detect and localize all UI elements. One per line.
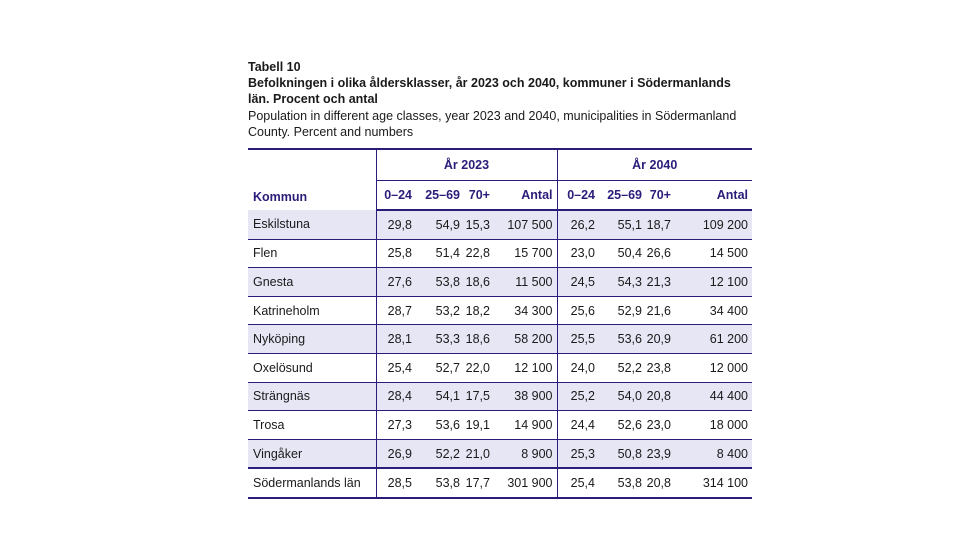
header-group-2023: År 2023: [376, 149, 557, 181]
table-row: [248, 325, 752, 354]
table-cell: 25,2: [557, 382, 599, 411]
header-col: 25–69: [416, 181, 464, 211]
table-title-swedish: Befolkningen i olika åldersklasser, år 2023 och 2040, kommuner i Södermanlands län. Procent och antal: [248, 76, 731, 106]
table-cell: 18 000: [675, 411, 752, 440]
table-cell: 54,3: [599, 268, 646, 297]
table-cell: 8 400: [675, 439, 752, 468]
table-cell: 27,6: [376, 268, 416, 297]
kommun-name: Oxelösund: [248, 353, 376, 382]
table-cell: 109 200: [675, 210, 752, 239]
table-cell: 25,6: [557, 296, 599, 325]
header-col: 0–24: [376, 181, 416, 211]
table-cell: 25,4: [376, 353, 416, 382]
table-cell: 52,2: [599, 353, 646, 382]
table-cell: 53,6: [416, 411, 464, 440]
table-cell: 21,6: [646, 296, 675, 325]
table-cell: 26,6: [646, 239, 675, 268]
table-cell: 51,4: [416, 239, 464, 268]
table-cell: 44 400: [675, 382, 752, 411]
table-cell: 54,9: [416, 210, 464, 239]
table-cell: 18,6: [464, 268, 494, 297]
table-row: [248, 411, 752, 440]
table-cell: 28,5: [376, 468, 416, 498]
header-col: 70+: [646, 181, 675, 211]
header-kommun: Kommun: [248, 149, 376, 210]
kommun-name: Södermanlands län: [248, 468, 376, 498]
kommun-name: Katrineholm: [248, 296, 376, 325]
table-cell: 24,4: [557, 411, 599, 440]
header-col: Antal: [675, 181, 752, 211]
table-cell: 20,9: [646, 325, 675, 354]
table-cell: 23,0: [646, 411, 675, 440]
table-cell: 24,5: [557, 268, 599, 297]
table-cell: 54,1: [416, 382, 464, 411]
population-table: [248, 148, 752, 499]
table-row: [248, 239, 752, 268]
table-cell: 12 100: [675, 268, 752, 297]
table-cell: 23,8: [646, 353, 675, 382]
total-row: [248, 468, 752, 498]
table-cell: 8 900: [494, 439, 557, 468]
table-cell: 314 100: [675, 468, 752, 498]
table-cell: 52,9: [599, 296, 646, 325]
table-row: [248, 382, 752, 411]
table-cell: 107 500: [494, 210, 557, 239]
table-cell: 28,7: [376, 296, 416, 325]
table-cell: 50,4: [599, 239, 646, 268]
table-cell: 21,0: [464, 439, 494, 468]
table-cell: 26,9: [376, 439, 416, 468]
table-cell: 61 200: [675, 325, 752, 354]
table-row: [248, 353, 752, 382]
header-col: 0–24: [557, 181, 599, 211]
table-cell: 15 700: [494, 239, 557, 268]
table-cell: 54,0: [599, 382, 646, 411]
header-row-groups: [248, 149, 752, 181]
table-cell: 50,8: [599, 439, 646, 468]
table-cell: 22,8: [464, 239, 494, 268]
table-cell: 53,8: [599, 468, 646, 498]
table-cell: 17,7: [464, 468, 494, 498]
table-cell: 12 000: [675, 353, 752, 382]
table-cell: 28,4: [376, 382, 416, 411]
table-cell: 14 500: [675, 239, 752, 268]
table-row: [248, 439, 752, 468]
kommun-name: Nyköping: [248, 325, 376, 354]
table-title-english: Population in different age classes, year 2023 and 2040, municipalities in Södermanland County. Percent and numbers: [248, 109, 737, 139]
table-row: [248, 296, 752, 325]
table-cell: 20,8: [646, 468, 675, 498]
table-cell: 24,0: [557, 353, 599, 382]
table-cell: 25,8: [376, 239, 416, 268]
table-cell: 19,1: [464, 411, 494, 440]
table-cell: 53,3: [416, 325, 464, 354]
table-cell: 52,7: [416, 353, 464, 382]
header-col: 25–69: [599, 181, 646, 211]
table-cell: 52,2: [416, 439, 464, 468]
table-cell: 25,4: [557, 468, 599, 498]
table-cell: 53,2: [416, 296, 464, 325]
table-number: Tabell 10: [248, 60, 301, 74]
table-cell: 15,3: [464, 210, 494, 239]
table-cell: 23,0: [557, 239, 599, 268]
header-col: Antal: [494, 181, 557, 211]
table-cell: 25,3: [557, 439, 599, 468]
table-cell: 26,2: [557, 210, 599, 239]
table-row: [248, 210, 752, 239]
kommun-name: Flen: [248, 239, 376, 268]
table-cell: 55,1: [599, 210, 646, 239]
table-cell: 23,9: [646, 439, 675, 468]
table-cell: 12 100: [494, 353, 557, 382]
table-cell: 18,6: [464, 325, 494, 354]
table-cell: 29,8: [376, 210, 416, 239]
header-col: 70+: [464, 181, 494, 211]
table-cell: 22,0: [464, 353, 494, 382]
table-cell: 18,2: [464, 296, 494, 325]
kommun-name: Gnesta: [248, 268, 376, 297]
kommun-name: Eskilstuna: [248, 210, 376, 239]
table-cell: 34 300: [494, 296, 557, 325]
header-group-2040: År 2040: [557, 149, 752, 181]
table-cell: 25,5: [557, 325, 599, 354]
table-cell: 21,3: [646, 268, 675, 297]
table-cell: 53,8: [416, 468, 464, 498]
table-cell: 53,8: [416, 268, 464, 297]
table-cell: 20,8: [646, 382, 675, 411]
table-cell: 14 900: [494, 411, 557, 440]
table-cell: 53,6: [599, 325, 646, 354]
table-cell: 34 400: [675, 296, 752, 325]
table-cell: 301 900: [494, 468, 557, 498]
kommun-name: Trosa: [248, 411, 376, 440]
table-cell: 58 200: [494, 325, 557, 354]
table-cell: 18,7: [646, 210, 675, 239]
table-row: [248, 268, 752, 297]
table-cell: 28,1: [376, 325, 416, 354]
table-figure: [248, 59, 752, 499]
table-cell: 52,6: [599, 411, 646, 440]
kommun-name: Strängnäs: [248, 382, 376, 411]
table-cell: 11 500: [494, 268, 557, 297]
table-cell: 38 900: [494, 382, 557, 411]
table-cell: 27,3: [376, 411, 416, 440]
table-cell: 17,5: [464, 382, 494, 411]
kommun-name: Vingåker: [248, 439, 376, 468]
